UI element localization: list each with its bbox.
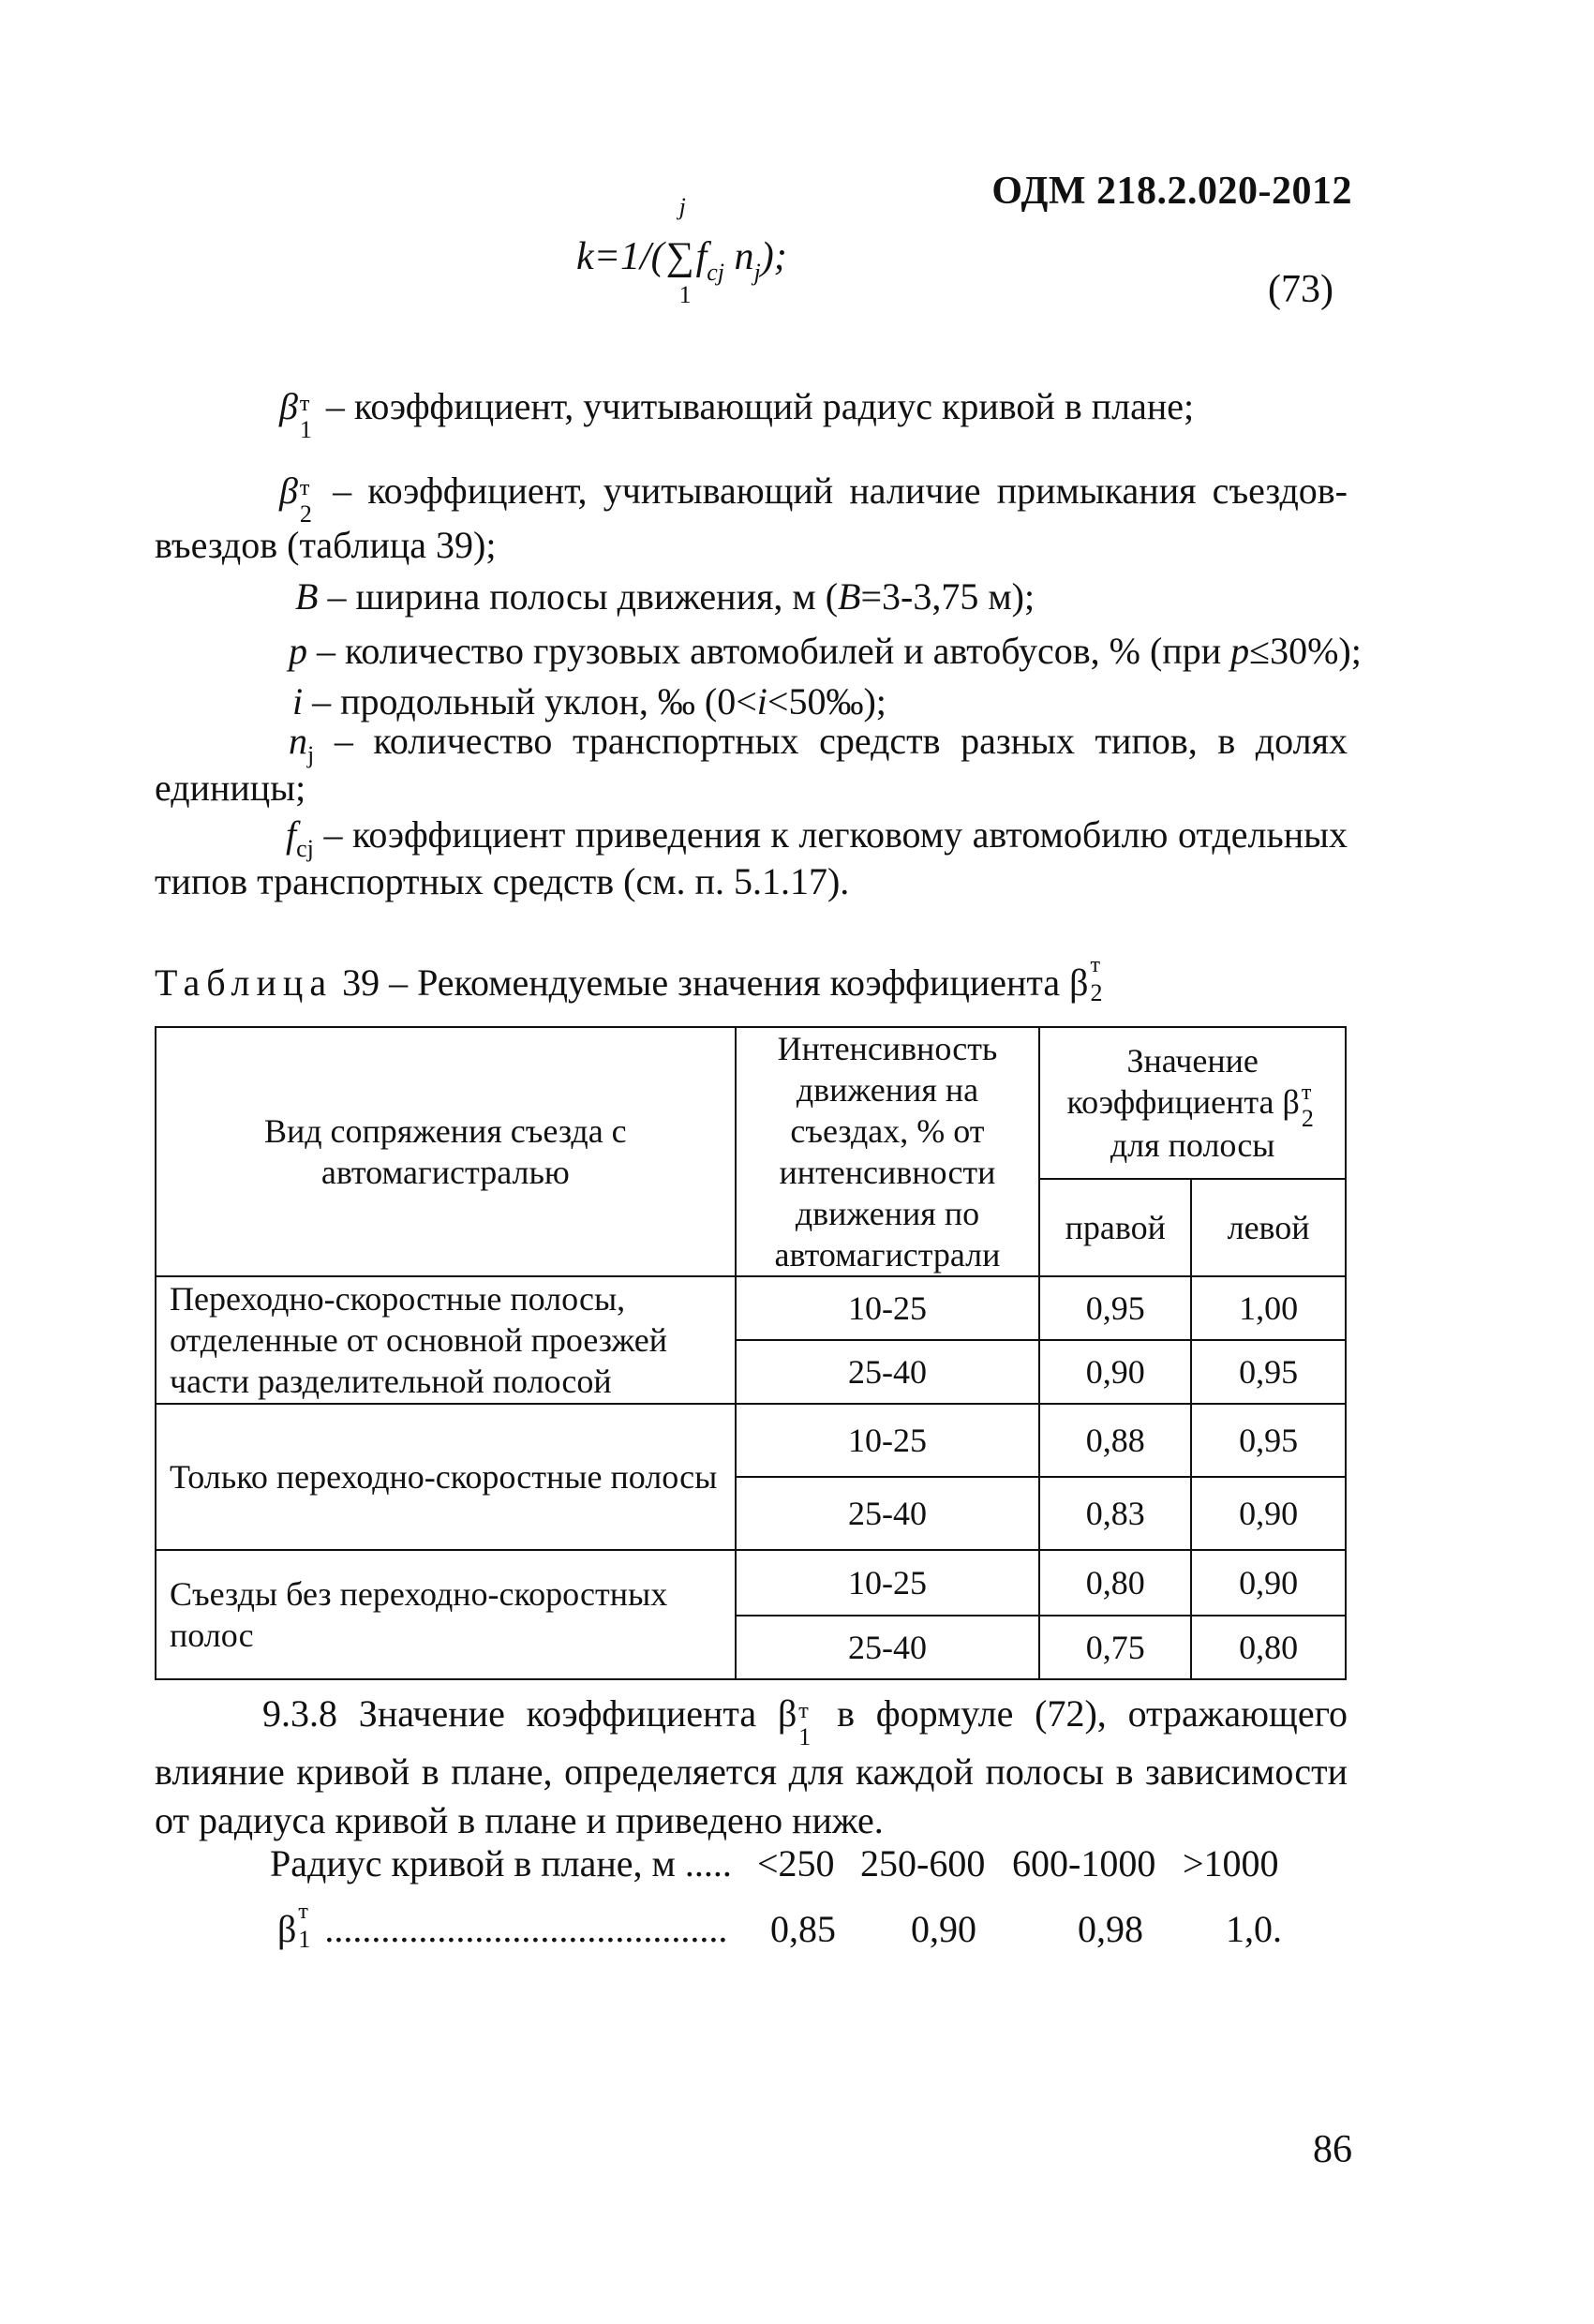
row-type: Съезды без переходно-скоростных полос bbox=[156, 1550, 736, 1679]
cell-right: 0,90 bbox=[1039, 1340, 1191, 1404]
leader-dots: ........................................... bbox=[315, 1908, 728, 1950]
symbol: p bbox=[1230, 630, 1250, 672]
radius-value: 250-600 bbox=[860, 1842, 986, 1885]
cell-intensity: 25-40 bbox=[736, 1616, 1040, 1679]
beta-subscript: 1 bbox=[298, 1925, 311, 1953]
header-coef-subscript: 2 bbox=[1301, 1105, 1314, 1133]
symbol: B bbox=[838, 575, 861, 618]
symbol: i bbox=[756, 680, 767, 723]
caption-beta: β bbox=[1069, 961, 1089, 1004]
beta1-value: 0,85 bbox=[770, 1908, 836, 1950]
table-caption bbox=[155, 952, 1108, 1006]
symbol: p bbox=[289, 630, 307, 672]
radius-label: Радиус кривой в плане, м ..... bbox=[270, 1842, 732, 1885]
header-intensity: Интенсивность движения на съездах, % от интенсивности движения по автомагистрали bbox=[736, 1027, 1040, 1276]
symbol: i bbox=[292, 680, 304, 723]
symbol: f bbox=[286, 813, 297, 856]
formula-f: f bbox=[695, 235, 708, 278]
para-beta-superscript: т bbox=[798, 1698, 809, 1723]
header-left: левой bbox=[1191, 1179, 1346, 1276]
cell-left: 0,80 bbox=[1191, 1616, 1346, 1679]
cell-left: 0,95 bbox=[1191, 1404, 1346, 1477]
beta-subscript: 2 bbox=[299, 499, 312, 528]
sum-sign: ∑ j 1 bbox=[665, 193, 694, 308]
def-text: =3-3,75 м); bbox=[860, 575, 1035, 618]
caption-text: 39 – Рекомендуемые значения коэффициента bbox=[333, 961, 1070, 1004]
radius-value: 600-1000 bbox=[1012, 1842, 1156, 1885]
header-coef-text: Значение коэффициента bbox=[1066, 1042, 1283, 1122]
beta-subscript: 1 bbox=[299, 415, 312, 443]
beta1-value: 1,0. bbox=[1226, 1908, 1282, 1950]
table-row bbox=[156, 1276, 1346, 1340]
para-938-line2: влияние кривой в плане, определяется для каждой полосы в зависимости bbox=[155, 1750, 1348, 1793]
cell-left: 1,00 bbox=[1191, 1276, 1346, 1340]
table-row bbox=[156, 1550, 1346, 1616]
cell-left: 0,90 bbox=[1191, 1550, 1346, 1616]
sum-lower-limit: 1 bbox=[678, 281, 692, 308]
beta-superscript: т bbox=[298, 1899, 308, 1924]
def-nj bbox=[289, 714, 1348, 782]
formula-n-index: j bbox=[753, 259, 761, 286]
table-39 bbox=[155, 1026, 1347, 1680]
def-text: – коэффициент приведения к легковому автомобилю отдельных bbox=[313, 813, 1348, 856]
def-text: – коэффициент, учитывающий радиус кривой в плане; bbox=[316, 385, 1195, 427]
cell-right: 0,75 bbox=[1039, 1616, 1191, 1679]
cell-intensity: 10-25 bbox=[736, 1550, 1040, 1616]
formula-73 bbox=[576, 193, 787, 308]
def-text: – количество грузовых автомобилей и автобусов, % (при bbox=[307, 630, 1231, 672]
radius-value: >1000 bbox=[1183, 1842, 1279, 1885]
formula-n: n bbox=[734, 235, 754, 278]
radius-value: <250 bbox=[757, 1842, 835, 1885]
para-beta-subscript: 1 bbox=[798, 1722, 812, 1750]
def-B bbox=[295, 570, 1035, 624]
def-p bbox=[289, 624, 1362, 678]
formula-f-index: cj bbox=[707, 259, 725, 286]
symbol: n bbox=[289, 720, 307, 762]
header-coef-superscript: т bbox=[1301, 1080, 1312, 1106]
def-fcj-cont: типов транспортных средств (см. п. 5.1.17). bbox=[155, 860, 850, 902]
def-text: ≤30%); bbox=[1249, 630, 1362, 672]
para-beta: β bbox=[777, 1692, 797, 1735]
header-right: правой bbox=[1039, 1179, 1191, 1276]
formula-lhs: k=1/( bbox=[576, 235, 664, 278]
page-number: 86 bbox=[1313, 2128, 1352, 2171]
beta-symbol: β bbox=[279, 469, 298, 512]
def-nj-cont: единицы; bbox=[155, 767, 306, 809]
def-text: – продольный уклон, ‰ (0< bbox=[303, 680, 757, 723]
beta-superscript: т bbox=[299, 391, 310, 416]
para-text: 9.3.8 Значение коэффициента bbox=[262, 1692, 778, 1735]
def-beta2 bbox=[279, 464, 1348, 528]
def-text: – ширина полосы движения, м ( bbox=[318, 575, 839, 618]
def-text: <50‰); bbox=[767, 680, 886, 723]
para-text: в формуле (72), отражающего bbox=[815, 1692, 1348, 1735]
beta-superscript: т bbox=[299, 475, 310, 500]
cell-right: 0,80 bbox=[1039, 1550, 1191, 1616]
cell-right: 0,95 bbox=[1039, 1276, 1191, 1340]
sum-upper-limit: j bbox=[678, 193, 686, 220]
beta1-label bbox=[277, 1899, 728, 1953]
beta1-value: 0,90 bbox=[911, 1908, 976, 1950]
caption-label: Таблица bbox=[155, 961, 334, 1004]
formula-number: (73) bbox=[1268, 268, 1333, 311]
cell-intensity: 10-25 bbox=[736, 1404, 1040, 1477]
symbol: B bbox=[295, 575, 319, 618]
caption-beta-subscript: 2 bbox=[1090, 978, 1103, 1006]
header-type: Вид сопряжения съезда с автомагистралью bbox=[156, 1027, 736, 1276]
header-coef-post: для полосы bbox=[1110, 1126, 1275, 1165]
symbol-subscript: j bbox=[307, 741, 315, 768]
caption-beta-superscript: т bbox=[1090, 952, 1101, 977]
cell-right: 0,88 bbox=[1039, 1404, 1191, 1477]
cell-intensity: 10-25 bbox=[736, 1276, 1040, 1340]
cell-left: 0,90 bbox=[1191, 1477, 1346, 1550]
para-938-line1 bbox=[262, 1687, 1348, 1750]
row-type: Переходно-скоростные полосы, отделенные от основной проезжей части разделительной полосой bbox=[156, 1276, 736, 1404]
table-row bbox=[156, 1404, 1346, 1477]
beta1-value: 0,98 bbox=[1078, 1908, 1143, 1950]
row-type: Только переходно-скоростные полосы bbox=[156, 1404, 736, 1550]
beta-symbol: β bbox=[277, 1908, 297, 1950]
def-beta1 bbox=[279, 380, 1195, 443]
para-938-line3: от радиуса кривой в плане и приведено ниже. bbox=[155, 1799, 884, 1841]
cell-intensity: 25-40 bbox=[736, 1477, 1040, 1550]
cell-right: 0,83 bbox=[1039, 1477, 1191, 1550]
cell-intensity: 25-40 bbox=[736, 1340, 1040, 1404]
header-coef-beta: β bbox=[1282, 1083, 1300, 1122]
formula-tail: ); bbox=[760, 235, 787, 278]
header-coefficient bbox=[1039, 1027, 1346, 1179]
beta-symbol: β bbox=[279, 385, 298, 427]
def-text: – количество транспортных средств разных типов, в долях bbox=[314, 720, 1348, 762]
def-text: – коэффициент, учитывающий наличие примыкания съездов- bbox=[316, 469, 1348, 512]
document-id: ОДМ 218.2.020-2012 bbox=[991, 170, 1352, 213]
symbol-subscript: cj bbox=[296, 835, 314, 862]
def-beta2-cont: въездов (таблица 39); bbox=[155, 524, 497, 566]
cell-left: 0,95 bbox=[1191, 1340, 1346, 1404]
